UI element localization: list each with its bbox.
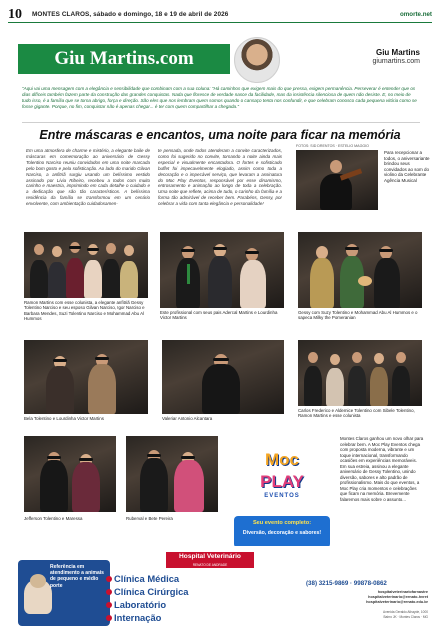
- author-name: Giu Martins: [375, 48, 420, 57]
- column-quote: "Aqui vai uma mensagem com a elegância e sensibilidade que combinam com a sua coluna: "Há caminhos que exigem mais do que pressa, exigem permanência. Perseverar é entender que os dias difíceis também fazem parte da construção das grandes conquistas. Nada que floresce de verdade nasce da facilidade, mas da insistência silenciosa de quem não desiste. E, no meio de tudo isso, é a família que se torna abrigo, força e direção. São eles que nos lembram quem somos quando o cansaço tenta nos confundir, e que celebram conosco cada pequena vitória como se fosse gigante. Porque, no fim, conquistar não é apenas chegar... é ter com quem compartilhar a chegada.": [22, 86, 420, 123]
- photo-group-7: [24, 436, 116, 512]
- service-clinica-medica: Clínica Médica: [114, 573, 180, 584]
- photo-group-8: [126, 436, 218, 512]
- mocplay-logo-line1: Moc: [265, 450, 299, 469]
- caption-photo-6: Carlos Frederico e Aldemice Tolentino com Sibele Tolentino, Ramon Martins e esse colunista: [298, 408, 415, 419]
- photo-group-2: [160, 232, 284, 308]
- service-bullet-icon: [106, 589, 112, 595]
- photo-group-1: [24, 232, 148, 298]
- service-bullet-icon: [106, 615, 112, 621]
- caption-photo-2: Este profissional com seus pais Adercal Martins e Lourdinha Victor Martins: [160, 310, 278, 321]
- service-internacao: Internação: [114, 612, 162, 623]
- hospital-phone: (38) 3215-9869 · 99878-0862: [306, 580, 387, 587]
- service-bullet-icon: [106, 602, 112, 608]
- photo-group-4: [24, 340, 148, 414]
- photo-group-3: [298, 232, 422, 308]
- caption-photo-1: Ramon Martins com esse colunista, a elegante anfitriã Gessy Tolentino Narciso e seu esposo Gilvan Narciso, Igor Narciso e Barbara Mendes, Suzi Tolentino Narciso e Mohammad Abu Al Hummos: [24, 300, 145, 322]
- hospital-ad: [8, 546, 432, 632]
- mocplay-text: Montes Claros ganhou um novo olhar para celebrar bem. A Moc Play Eventos chega com proposta moderna, vibrante e um toque internacional, transformando ocasiões em experiências memoráveis. Em sua estreia, assinou a elegante aniversário de Gessy Tolentino, unindo diversão, sabores e alto padrão de profissionalismo. Mais do que eventos, a Moc Play cria momentos e celebrações que ficam na memória. Brevemente falaremos mais sobre o assunto...: [340, 436, 424, 502]
- photo-credit: FOTOS: SID DRENTOS · ESTELIO MAGGIO: [296, 144, 369, 148]
- hospital-contact-1: hospitalveterinariofarnastre: [377, 590, 428, 594]
- caption-photo-8: Ruberval e Bete Pereira: [126, 516, 173, 521]
- service-bullet-icon: [106, 576, 112, 582]
- page-number: 10: [8, 7, 22, 22]
- hospital-slogan: Referência em atendimento a animais de pequeno e médio porte: [50, 564, 104, 589]
- column-title: Giu Martins.com: [54, 48, 194, 69]
- caption-photo-5: Valeriar Antonio Alcantara: [162, 416, 213, 421]
- article-headline: Entre máscaras e encantos, uma noite para ficar na memória: [39, 128, 401, 142]
- mocplay-logo-line3: EVENTOS: [264, 493, 300, 499]
- photo-group-6: [298, 340, 422, 406]
- hospital-address-1: Avenida Geraldo Athayde, 1000: [383, 610, 428, 614]
- hospital-contact-3: hospitalveterinario@renato.edu.br: [366, 600, 428, 604]
- article-column-2: te pensada, onde todos atenderam a convite caracterizados, como foi sugerido no convite, tornando a noite ainda mais especial e visualmente encantadora. O fortes e sofisticado buffet foi impecavelmente elogiado, assim como toda a decoração e o impecável serviço, que levaram a assinatura do Moc Play Eventos, responsável por esse dinamismo, entrosamento e animação ao longo de toda a celebração. Uma noite que reflete, acima de tudo, o carinho da família e a forma tão admirável de receber bem. Parabéns, Gessy, por celebrar a vida com tanta elegância e personalidade!: [158, 148, 282, 207]
- column-banner: [18, 44, 230, 74]
- hospital-logo: Hospital Veterinário: [179, 553, 241, 560]
- newspaper-site: omorte.net: [400, 11, 432, 18]
- caption-photo-4: Bela Tolentino e Lourdinha Victor Martins: [24, 416, 104, 421]
- issue-date: MONTES CLAROS, sábado e domingo, 18 e 19 de abril de 2026: [32, 11, 229, 18]
- author-avatar: [234, 37, 280, 83]
- article-column-1: Em uma atmosfera de charme e mistério, a elegante baile de máscaras em comemoração ao aniversário de Gessy Tolentino Narciso reuniu convidados em uma noite marcada pelo bom gosto e pela sofisticação. Ao lado do marido Gilvan Narciso, a anfitriã surgiu usando um belíssimo vestido assinado por Livia Ribeiro, recebeu a todos com muito carinho e maestria, imprimindo em cada detalhe o cuidado e a dedicação que são tão característicos. A belíssima residência da família se transformou em um cenário envolvente, com ambientação cuidadosamen-: [26, 148, 150, 207]
- service-laboratorio: Laboratório: [114, 599, 167, 610]
- mocplay-ribbon-line1: Seu evento completo:: [252, 520, 312, 526]
- photo-group-5: [162, 340, 284, 414]
- mocplay-logo-line2: PLAY: [260, 472, 304, 491]
- hospital-contact-2: hospitalveterinario@renato-hvret: [368, 595, 428, 599]
- mocplay-ribbon-line2: Diversão, decoração e sabores!: [242, 530, 322, 536]
- photo-violinist: [296, 150, 378, 210]
- hospital-address-2: Bairro JK · Montes Claros · MG: [383, 615, 428, 619]
- page-header: [8, 7, 432, 23]
- mocplay-ad: [230, 436, 334, 552]
- violin-caption: Para recepcionar a todos, o aniversariante brindou seus convidados ao som do violino da Celebrante Agência Musical: [384, 150, 430, 183]
- author-site: giumartins.com: [372, 58, 420, 65]
- hospital-logo-sub: RENATO DE ANDRADE: [192, 563, 228, 567]
- service-clinica-cirurgica: Clínica Cirúrgica: [114, 586, 189, 597]
- caption-photo-7: Jefferson Tolentino e Maressa: [24, 516, 83, 521]
- caption-photo-3: Gessy com Suzy Tolentino e Mohammad Abu Al Hummos e o sapeca Milky the Pomeranian: [298, 310, 418, 321]
